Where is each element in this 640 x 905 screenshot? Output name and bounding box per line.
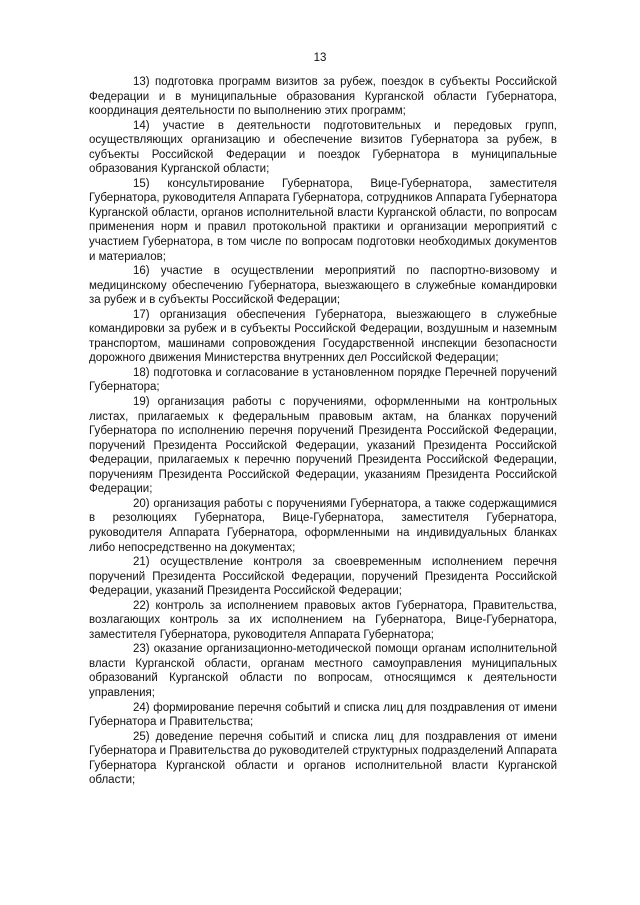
list-item-17: 17) организация обеспечения Губернатора, выезжающего в служебные командировки за рубеж и в субъекты Российской Федерации, воздушным и наземным транспортом, машинами сопровождения Государственной инспекции безопасности дорожного движения Министерства внутренних дел Российской Федерации; xyxy=(89,308,557,365)
list-item-23: 23) оказание организационно-методической помощи органам исполнительной власти Курганской области, органам местного самоуправления муниципальных образований Курганской области по вопросам, относящимся к деятельности управления; xyxy=(89,643,557,699)
list-item-13: 13) подготовка программ визитов за рубеж, поездок в субъекты Российской Федерации и в муниципальные образования Курганской области Губернатора, координация деятельности по выполнению этих программ; xyxy=(89,76,557,118)
list-item-14: 14) участие в деятельности подготовительных и передовых групп, осуществляющих организацию и обеспечение визитов Губернатора за рубеж, в субъекты Российской Федерации и поездок Губернатора в муниципальные образования Курганской области; xyxy=(89,119,557,176)
list-item-16: 16) участие в осуществлении мероприятий по паспортно-визовому и медицинскому обеспечению Губернатора, выезжающего в служебные командировки за рубеж и в субъекты Российской Федерации; xyxy=(89,265,557,307)
list-item-15: 15) консультирование Губернатора, Вице-Губернатора, заместителя Губернатора, руководителя Аппарата Губернатора, сотрудников Аппарата Губернатора Курганской области, органов исполнительной власти Курганской области, по вопросам применения норм и правил протокольной практики и организации мероприятий с участием Губернатора, в том числе по вопросам подготовки необходимых документов и материалов; xyxy=(89,177,557,263)
list-item-21: 21) осуществление контроля за своевременным исполнением перечня поручений Президента Российской Федерации, поручений Президента Российской Федерации, указаний Президента Российской Федерации; xyxy=(89,556,557,598)
list-item-24: 24) формирование перечня событий и списка лиц для поздравления от имени Губернатора и Правительства; xyxy=(89,701,557,729)
list-item-18: 18) подготовка и согласование в установленном порядке Перечней поручений Губернатора; xyxy=(89,366,557,394)
document-body xyxy=(89,75,557,788)
list-item-22: 22) контроль за исполнением правовых актов Губернатора, Правительства, возлагающих контроль за их исполнением на Губернатора, Вице-Губернатора, заместителя Губернатора, руководителя Аппарата Губернатора; xyxy=(89,599,557,641)
list-item-19: 19) организация работы с поручениями, оформленными на контрольных листах, прилагаемых к федеральным правовым актам, на бланках поручений Губернатора по исполнению перечня поручений Президента Российской Федерации, поручений Президента Российской Федерации, указаний Президента Российской Федерации, прилагаемых к перечню поручений Президента Российской Федерации, поручениям Президента Российской Федерации, указаниям Президента Российской Федерации; xyxy=(89,396,557,496)
list-item-20: 20) организация работы с поручениями Губернатора, а также содержащимися в резолюциях Губернатора, Вице-Губернатора, заместителя Губернатора, руководителя Аппарата Губернатора, оформленными на индивидуальных бланках либо непосредственно на документах; xyxy=(89,497,557,554)
list-item-25: 25) доведение перечня событий и списка лиц для поздравления от имени Губернатора и Правительства до руководителей структурных подразделений Аппарата Губернатора Курганской области и органов исполнительной власти Курганской области; xyxy=(89,730,558,787)
page-number: 13 xyxy=(313,52,327,64)
